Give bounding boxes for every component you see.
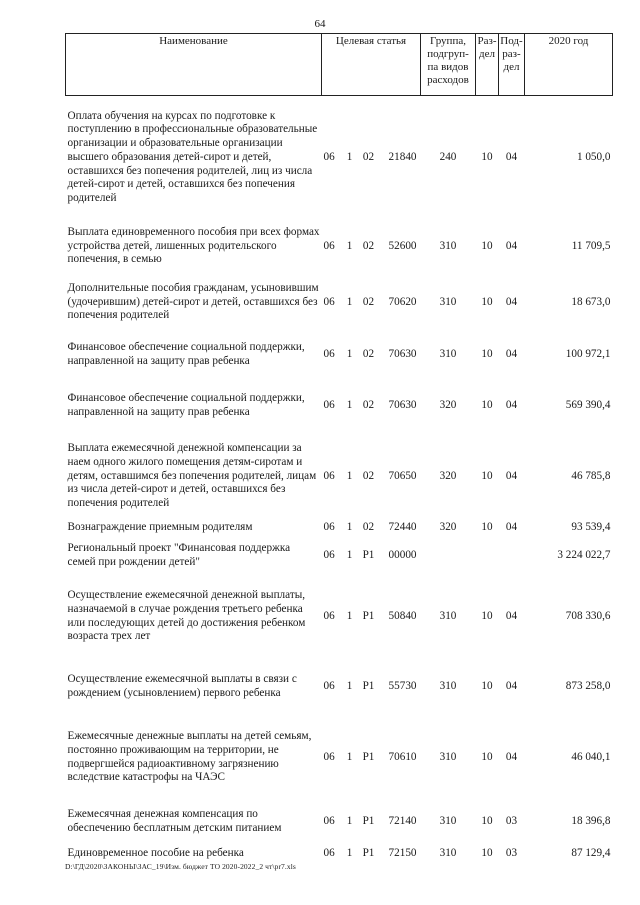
row-name: Ежемесячные денежные выплаты на детей семьям, постоянно проживающим на территории, не подвергшейся радиоактивному загрязнению вследствие катастрофы на ЧАЭС bbox=[67, 730, 312, 784]
code-event: 02 bbox=[362, 398, 375, 411]
row-name: Ежемесячная денежная компенсация по обеспечению бесплатным детским питанием bbox=[67, 807, 282, 834]
row-group: 310 bbox=[439, 846, 457, 859]
row-section: 10 bbox=[481, 679, 493, 692]
table-row bbox=[66, 716, 613, 800]
row-group: 310 bbox=[439, 609, 457, 622]
row-section: 10 bbox=[481, 295, 493, 308]
header-section: Раз-дел bbox=[476, 34, 499, 96]
row-subsection: 04 bbox=[505, 609, 518, 622]
code-subprogram: 1 bbox=[346, 520, 353, 533]
row-subsection: 04 bbox=[505, 750, 518, 763]
row-section: 10 bbox=[481, 398, 493, 411]
row-name: Единовременное пособие на ребенка bbox=[67, 846, 244, 859]
table-row bbox=[66, 520, 613, 536]
row-group bbox=[421, 536, 476, 576]
header-name: Наименование bbox=[66, 34, 322, 96]
code-program: 06 bbox=[323, 520, 335, 533]
code-event: P1 bbox=[362, 750, 375, 763]
code-subprogram: 1 bbox=[346, 295, 353, 308]
row-section: 10 bbox=[481, 846, 493, 859]
row-target-code bbox=[322, 658, 421, 716]
row-amount: 93 539,4 bbox=[571, 520, 611, 533]
code-direction: 70650 bbox=[388, 469, 417, 482]
code-direction: 52600 bbox=[388, 239, 417, 252]
code-program: 06 bbox=[323, 814, 335, 827]
table-row bbox=[66, 800, 613, 844]
row-subsection: 04 bbox=[505, 520, 518, 533]
row-section: 10 bbox=[481, 469, 493, 482]
header-subsection: Под-раз-дел bbox=[499, 34, 525, 96]
row-name: Дополнительные пособия гражданам, усыновившим (удочерившим) детей-сирот и детей, оставшихся без попечения родителей bbox=[67, 281, 319, 322]
code-event: P1 bbox=[362, 846, 375, 859]
code-subprogram: 1 bbox=[346, 846, 353, 859]
row-subsection: 04 bbox=[505, 469, 518, 482]
table-row bbox=[66, 658, 613, 716]
code-program: 06 bbox=[323, 347, 335, 360]
table-row bbox=[66, 576, 613, 658]
page-number: 64 bbox=[314, 18, 326, 30]
row-section: 10 bbox=[481, 347, 493, 360]
code-event: 02 bbox=[362, 347, 375, 360]
row-section bbox=[476, 536, 499, 576]
row-target-code bbox=[322, 332, 421, 378]
code-direction: 55730 bbox=[388, 679, 417, 692]
code-direction: 70630 bbox=[388, 347, 417, 360]
row-amount: 87 129,4 bbox=[571, 846, 611, 859]
row-amount: 1 050,0 bbox=[576, 150, 611, 163]
header-target: Целевая статья bbox=[322, 34, 421, 96]
row-name: Выплата ежемесячной денежной компенсации за наем одного жилого помещения детям-сиротам и детям, оставшимся без попечения родителей, лицам из числа детей-сирот и детей, оставшихся без попечения родителей bbox=[67, 442, 317, 510]
table-row bbox=[66, 96, 613, 220]
code-subprogram: 1 bbox=[346, 347, 353, 360]
code-direction: 70620 bbox=[388, 295, 417, 308]
row-subsection: 04 bbox=[505, 150, 518, 163]
table-row bbox=[66, 378, 613, 434]
table-row bbox=[66, 332, 613, 378]
row-group: 310 bbox=[439, 347, 457, 360]
code-direction: 72150 bbox=[388, 846, 417, 859]
row-subsection: 04 bbox=[505, 239, 518, 252]
row-name: Выплата единовременного пособия при всех формах устройства детей, лишенных родительского попечения, в семью bbox=[67, 225, 320, 266]
code-subprogram: 1 bbox=[346, 469, 353, 482]
row-group: 320 bbox=[439, 520, 457, 533]
row-subsection: 04 bbox=[505, 398, 518, 411]
code-subprogram: 1 bbox=[346, 609, 353, 622]
row-group: 310 bbox=[439, 239, 457, 252]
row-amount: 46 785,8 bbox=[571, 469, 611, 482]
code-direction: 72140 bbox=[388, 814, 417, 827]
row-group: 310 bbox=[439, 814, 457, 827]
row-section: 10 bbox=[481, 814, 493, 827]
code-program: 06 bbox=[323, 398, 335, 411]
row-subsection: 03 bbox=[505, 814, 518, 827]
code-event: 02 bbox=[362, 520, 375, 533]
code-event: 02 bbox=[362, 469, 375, 482]
row-subsection: 03 bbox=[505, 846, 518, 859]
row-section: 10 bbox=[481, 239, 493, 252]
row-name: Региональный проект "Финансовая поддержка семей при рождении детей" bbox=[67, 541, 291, 568]
row-target-code bbox=[322, 520, 421, 536]
row-target-code bbox=[322, 378, 421, 434]
code-program: 06 bbox=[323, 750, 335, 763]
table-body bbox=[66, 96, 613, 864]
code-program: 06 bbox=[323, 239, 335, 252]
code-subprogram: 1 bbox=[346, 398, 353, 411]
row-name: Оплата обучения на курсах по подготовке к поступлению в профессиональные образовательные организации и образовательные организации высшего образования детей-сирот и детей, оставшихся без попечения родителей, лиц из числа детей-сирот и детей, оставшихся без попечения родителей bbox=[67, 109, 318, 204]
code-subprogram: 1 bbox=[346, 814, 353, 827]
row-group: 310 bbox=[439, 679, 457, 692]
row-group: 320 bbox=[439, 469, 457, 482]
row-amount: 873 258,0 bbox=[565, 679, 611, 692]
row-amount: 18 396,8 bbox=[571, 814, 611, 827]
row-section: 10 bbox=[481, 150, 493, 163]
row-name: Осуществление ежемесячной выплаты в связи с рождением (усыновлением) первого ребенка bbox=[67, 672, 297, 699]
code-subprogram: 1 bbox=[346, 239, 353, 252]
code-subprogram: 1 bbox=[346, 679, 353, 692]
code-event: P1 bbox=[362, 814, 375, 827]
row-target-code bbox=[322, 434, 421, 520]
row-target-code bbox=[322, 274, 421, 332]
row-section: 10 bbox=[481, 520, 493, 533]
header-year: 2020 год bbox=[525, 34, 613, 96]
code-event: P1 bbox=[362, 609, 375, 622]
row-target-code bbox=[322, 716, 421, 800]
row-amount: 3 224 022,7 bbox=[557, 548, 611, 561]
row-name: Вознаграждение приемным родителям bbox=[67, 520, 253, 533]
code-direction: 70610 bbox=[388, 750, 417, 763]
row-target-code bbox=[322, 96, 421, 220]
row-target-code bbox=[322, 536, 421, 576]
row-name: Финансовое обеспечение социальной поддержки, направленной на защиту прав ребенка bbox=[67, 391, 305, 418]
header-group: Группа, подгруп-па видов расходов bbox=[421, 34, 476, 96]
row-group: 310 bbox=[439, 750, 457, 763]
table-row bbox=[66, 274, 613, 332]
code-event: P1 bbox=[362, 679, 375, 692]
row-group: 240 bbox=[439, 150, 457, 163]
row-name: Осуществление ежемесячной денежной выплаты, назначаемой в случае рождения третьего ребенка или последующих детей до достижения ребенком возраста трех лет bbox=[67, 589, 306, 643]
row-subsection bbox=[499, 536, 525, 576]
table-header-row bbox=[66, 34, 613, 96]
code-direction: 21840 bbox=[388, 150, 417, 163]
code-subprogram: 1 bbox=[346, 150, 353, 163]
code-subprogram: 1 bbox=[346, 750, 353, 763]
code-program: 06 bbox=[323, 150, 335, 163]
code-direction: 72440 bbox=[388, 520, 417, 533]
code-direction: 70630 bbox=[388, 398, 417, 411]
code-program: 06 bbox=[323, 679, 335, 692]
table-row bbox=[66, 220, 613, 274]
row-target-code bbox=[322, 844, 421, 864]
code-event: P1 bbox=[362, 548, 375, 561]
row-target-code bbox=[322, 220, 421, 274]
file-path-footer: D:\ГД\2020\ЗАКОНЫ\ЗАС_19\Изм. бюджет ТО 2020-2022_2 чт\pr7.xls bbox=[65, 862, 296, 871]
table-row bbox=[66, 536, 613, 576]
table-row bbox=[66, 434, 613, 520]
row-amount: 708 330,6 bbox=[565, 609, 611, 622]
row-target-code bbox=[322, 800, 421, 844]
row-amount: 569 390,4 bbox=[565, 398, 611, 411]
row-subsection: 04 bbox=[505, 347, 518, 360]
code-event: 02 bbox=[362, 239, 375, 252]
code-event: 02 bbox=[362, 295, 375, 308]
row-amount: 18 673,0 bbox=[571, 295, 611, 308]
code-subprogram: 1 bbox=[346, 548, 353, 561]
code-direction: 00000 bbox=[388, 548, 417, 561]
row-amount: 100 972,1 bbox=[565, 347, 611, 360]
row-group: 320 bbox=[439, 398, 457, 411]
row-section: 10 bbox=[481, 750, 493, 763]
code-program: 06 bbox=[323, 295, 335, 308]
code-program: 06 bbox=[323, 548, 335, 561]
row-section: 10 bbox=[481, 609, 493, 622]
row-subsection: 04 bbox=[505, 295, 518, 308]
table-row bbox=[66, 844, 613, 864]
row-group: 310 bbox=[439, 295, 457, 308]
budget-table bbox=[65, 33, 613, 864]
code-direction: 50840 bbox=[388, 609, 417, 622]
row-subsection: 04 bbox=[505, 679, 518, 692]
row-name: Финансовое обеспечение социальной поддержки, направленной на защиту прав ребенка bbox=[67, 340, 305, 367]
row-amount: 46 040,1 bbox=[571, 750, 611, 763]
code-program: 06 bbox=[323, 846, 335, 859]
row-amount: 11 709,5 bbox=[571, 239, 611, 252]
code-event: 02 bbox=[362, 150, 375, 163]
row-target-code bbox=[322, 576, 421, 658]
code-program: 06 bbox=[323, 469, 335, 482]
code-program: 06 bbox=[323, 609, 335, 622]
